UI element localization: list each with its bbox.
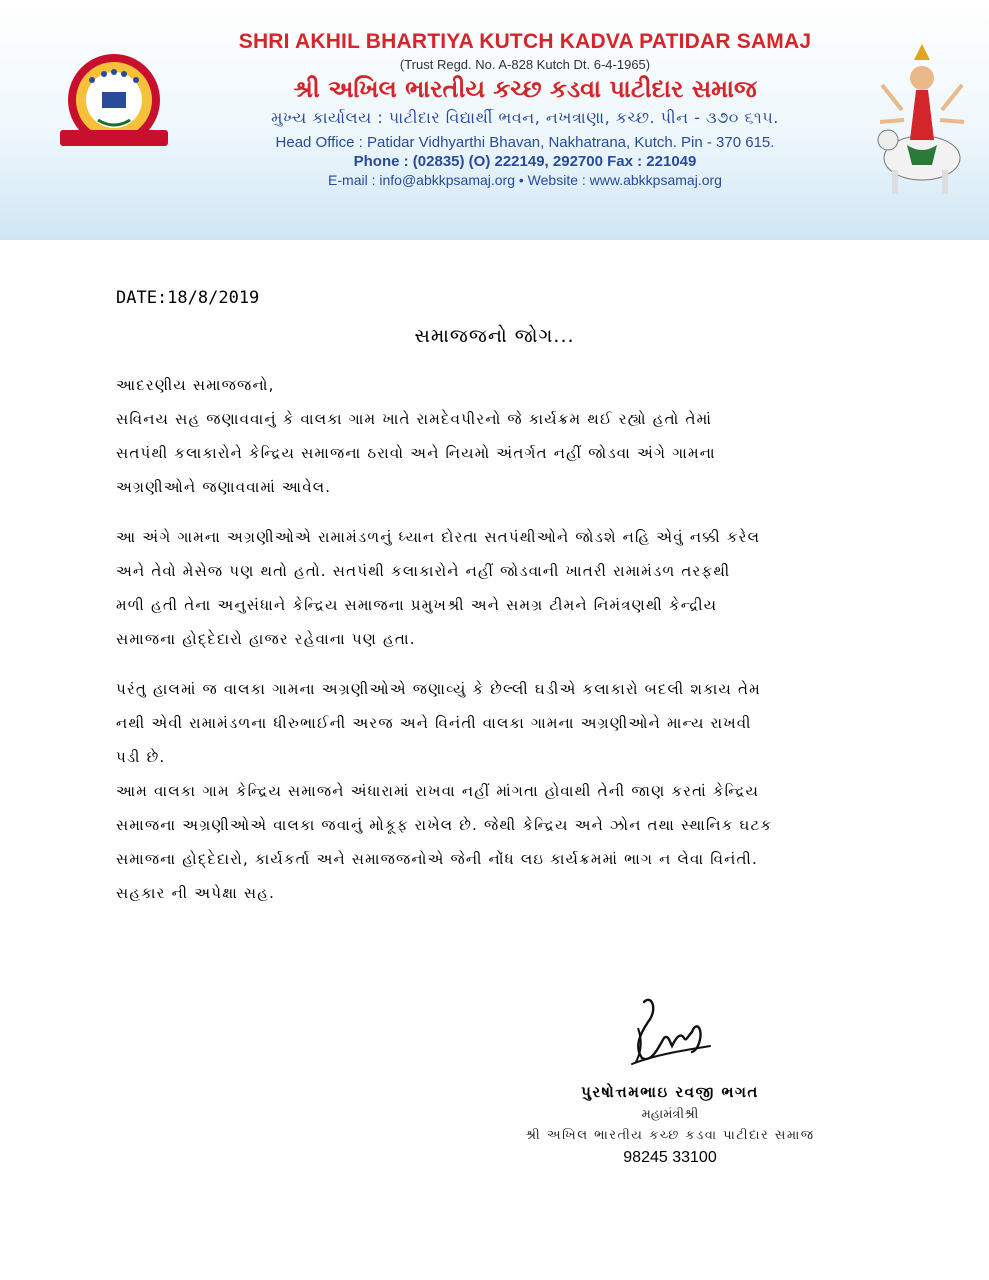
paragraph-3: [116, 672, 874, 774]
text-line: આમ વાલકા ગામ કેન્દ્રિય સમાજને અંધારામાં રાખવા નહીં માંગતા હોવાથી તેની જાણ કરતાં કેન્દ્રિય: [116, 782, 760, 800]
text-line: પડી છે.: [116, 748, 166, 766]
letterhead: [0, 0, 989, 240]
text-line: સમાજના હોદ્દેદારો, કાર્યકર્તા અને સમાજજનોએ જેની નોંધ લઇ કાર્યક્રમમાં ભાગ ન લેવા વિનંતી.: [116, 850, 758, 868]
org-title-english: SHRI AKHIL BHARTIYA KUTCH KADVA PATIDAR SAMAJ: [238, 30, 812, 53]
signatory-organization: શ્રી અખિલ ભારતીય કચ્છ કડવા પાટીદાર સમાજ: [525, 1128, 815, 1143]
signature-block: [480, 1083, 860, 1167]
org-title-gujarati: શ્રી અખિલ ભારતીય કચ્છ કડવા પાટીદાર સમાજ: [293, 75, 757, 103]
paragraph-4: [116, 774, 874, 910]
office-address-gujarati: મુખ્ય કાર્યાલય : પાટીદાર વિદ્યાર્થી ભવન, નખત્રાણા, કચ્છ. પીન - ૩૭૦ ૬૧૫.: [271, 108, 779, 127]
text-line: અગ્રણીઓને જણાવવામાં આવેલ.: [116, 478, 332, 496]
text-line: અને તેવો મેસેજ પણ થતો હતો. સતપંથી કલાકારોને નહીં જોડવાની ખાતરી રામામંડળ તરફથી: [116, 562, 731, 580]
text-line: સમાજના હોદ્દેદારો હાજર રહેવાના પણ હતા.: [116, 630, 416, 648]
paragraph-2: [116, 520, 874, 656]
letter-subject: સમાજજનો જોગ...: [414, 325, 575, 347]
head-office-address: Head Office : Patidar Vidhyarthi Bhavan, Nakhatrana, Kutch. Pin - 370 615.: [275, 134, 775, 151]
handwritten-signature: [612, 992, 722, 1077]
signatory-phone: 98245 33100: [623, 1149, 717, 1166]
samaj-logo: [42, 50, 187, 150]
salutation: આદરણીય સમાજજનો,: [116, 376, 275, 394]
goddess-illustration: [862, 30, 972, 200]
paragraph-1: [116, 402, 874, 504]
text-line: સહકાર ની અપેક્ષા સહ.: [116, 884, 276, 902]
text-line: મળી હતી તેના અનુસંધાને કેન્દ્રિય સમાજના પ્રમુખશ્રી અને સમગ્ર ટીમને નિમંત્રણથી કેન્દ્રીય: [116, 596, 718, 614]
letterhead-text: [205, 30, 845, 188]
letter-date: DATE:18/8/2019: [116, 288, 260, 308]
text-line: સવિનય સહ જણાવવાનું કે વાલકા ગામ ખાતે રામદેવપીરનો જે કાર્યક્રમ થઈ રહ્યો હતો તેમાં: [116, 410, 713, 428]
signatory-name: પુરષોત્તમભાઇ રવજી ભગત: [581, 1083, 759, 1101]
phone-fax-line: Phone : (02835) (O) 222149, 292700 Fax : 221049: [353, 153, 697, 170]
letter-body: [116, 368, 874, 926]
trust-registration: (Trust Regd. No. A-828 Kutch Dt. 6-4-1965): [399, 57, 651, 72]
text-line: સતપંથી કલાકારોને કેન્દ્રિય સમાજના ઠરાવો અને નિયમો અંતર્ગત નહીં જોડવા અંગે ગામના: [116, 444, 716, 462]
text-line: નથી એવી રામામંડળના ધીરુભાઈની અરજ અને વિનંતી વાલકા ગામના અગ્રણીઓને માન્ય રાખવી: [116, 714, 752, 732]
signatory-title: મહામંત્રીશ્રી: [641, 1107, 699, 1122]
text-line: સમાજના અગ્રણીઓએ વાલકા જવાનું મોકૂફ રાખેલ છે. જેથી કેન્દ્રિય અને ઝોન તથા સ્થાનિક ઘટક: [116, 816, 773, 834]
email-website-line: E-mail : info@abkkpsamaj.org • Website : www.abkkpsamaj.org: [328, 172, 722, 188]
text-line: આ અંગે ગામના અગ્રણીઓએ રામામંડળનું ધ્યાન દોરતા સતપંથીઓને જોડશે નહિ એવું નક્કી કરેલ: [116, 528, 761, 546]
text-line: પરંતુ હાલમાં જ વાલકા ગામના અગ્રણીઓએ જણાવ્યું કે છેલ્લી ઘડીએ કલાકારો બદલી શકાય તેમ: [116, 680, 761, 698]
